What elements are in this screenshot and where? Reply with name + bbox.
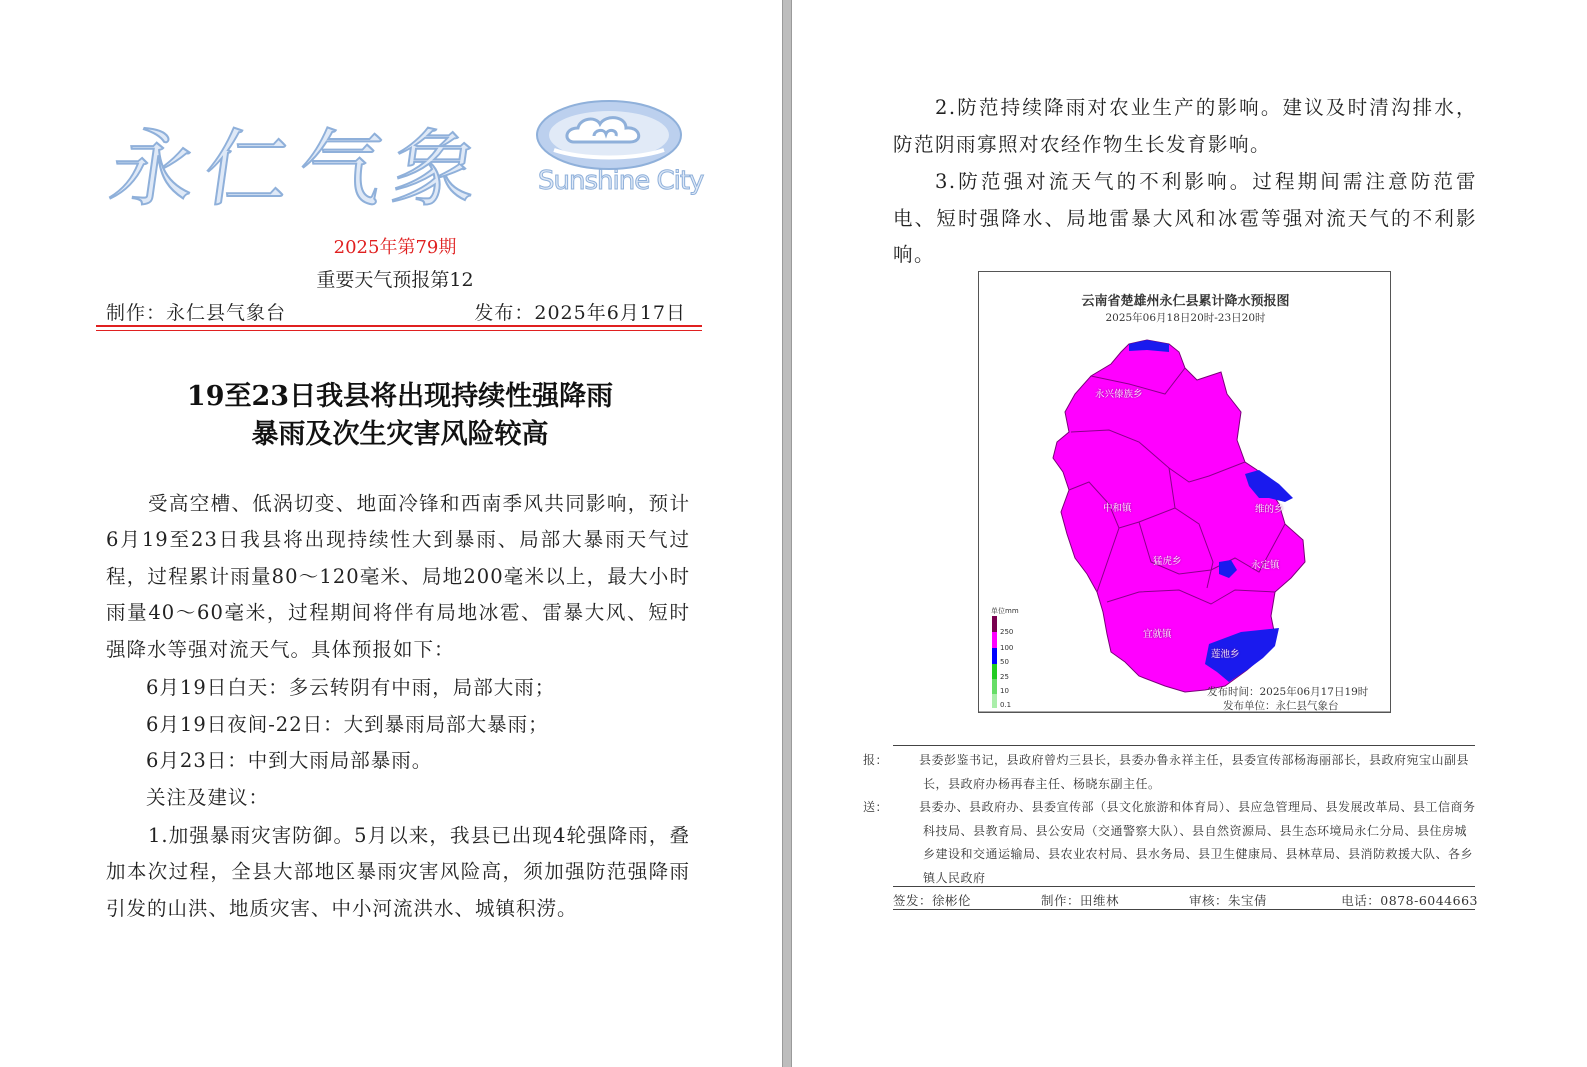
legend-swatch [992,648,997,664]
map-title: 云南省楚雄州永仁县累计降水预报图 [1081,294,1290,309]
town-label: 莲池乡 [1211,649,1240,660]
advice-3: 3.防范强对流天气的不利影响。过程期间需注意防范雷电、短时强降水、局地雷暴大风和冰雹等强对流天气的不利影响。 [893,170,1477,266]
legend-unit: 单位mm [991,607,1019,615]
forecast-day-2: 6月19日夜间-22日：大到暴雨局部大暴雨； [146,713,549,736]
page-gutter [782,0,792,1067]
legend-tick: 100 [1000,644,1014,652]
legend-swatch [992,632,997,648]
logo-caption: Sunshine City [538,166,704,196]
forecast-day-3: 6月23日：中到大雨局部暴雨。 [146,749,433,772]
masthead [104,96,708,218]
town-label: 中和镇 [1103,503,1132,514]
map-publish-unit: 发布单位：永仁县气象台 [1223,700,1339,712]
advice-1: 1.加强暴雨灾害防御。5月以来，我县已出现4轮强降雨，叠加本次过程，全县大部地区暴雨灾害风险高，须加强防范强降雨引发的山洪、地质灾害、中小河流洪水、城镇积涝。 [106,824,690,920]
precipitation-map [978,271,1391,713]
send-label: 送： [863,800,889,814]
advice-heading: 关注及建议： [146,786,270,809]
town-label: 永兴傣族乡 [1095,389,1143,400]
reviewer: 审核：朱宝倩 [1189,893,1268,908]
advice-2: 2.防范持续降雨对农业生产的影响。建议及时清沟排水，防范阴雨寡照对农经作物生长发育影响。 [893,96,1477,156]
cloud-logo-icon [534,98,684,172]
distribution-divider-top [893,745,1475,746]
signoff-divider [893,909,1475,910]
header-divider-thin [96,330,702,331]
distribution-report [863,749,1478,796]
headline-line-2: 暴雨及次生灾害风险较高 [251,419,549,450]
county-map [979,272,1391,713]
legend-tick: 25 [1000,673,1009,681]
legend-swatch [992,694,997,708]
send-recipients: 县委办、县政府办、县委宣传部（县文化旅游和体育局）、县应急管理局、县发展改革局、县工信商务科技局、县教育局、县公安局（交通警察大队）、县自然资源局、县生态环境局永仁分局、县住房城乡建设和交通运输局、县农业农村局、县水务局、县卫生健康局、县林草局、县消防救援大队、各乡镇人民政府 [919,800,1476,885]
forecast-day-1: 6月19日白天：多云转阴有中雨，局部大雨； [146,676,556,699]
legend-tick: 50 [1000,658,1009,666]
town-label: 维的乡 [1255,504,1284,515]
left-page [0,0,782,1067]
issue-series: 重要天气预报第12 [316,269,474,291]
headline-line-1: 19至23日我县将出现持续性强降雨 [186,381,614,412]
maker: 制作：田维林 [1041,893,1120,908]
phone: 电话：0878-6044663 [1341,893,1478,908]
distribution-send [863,796,1478,890]
distribution-divider-bottom [893,886,1475,887]
legend-swatch [992,664,997,679]
signer: 签发：徐彬伦 [893,893,972,908]
legend-color-bar [992,616,997,708]
town-label: 宜就镇 [1143,629,1172,640]
map-publish-time: 发布时间：2025年06月17日19时 [1207,686,1369,698]
issue-number: 2025年第79期 [333,237,457,258]
issue-publish-date: 发布：2025年6月17日 [474,302,686,324]
issue-maker: 制作：永仁县气象台 [106,302,287,324]
report-recipients: 县委彭鉴书记，县政府曾灼三县长，县委办鲁永祥主任，县委宣传部杨海丽部长，县政府宛宝山副县长，县政府办杨再春主任、杨晓东副主任。 [919,753,1470,791]
map-subtitle: 2025年06月18日20时-23日20时 [1105,312,1266,324]
legend-swatch [992,616,997,632]
town-label: 永定镇 [1251,560,1280,571]
town-label: 猛虎乡 [1153,556,1182,567]
header-divider [96,325,702,327]
report-label: 报： [863,753,889,767]
legend-swatch [992,679,997,694]
intro-paragraph: 受高空槽、低涡切变、地面冷锋和西南季风共同影响，预计6月19至23日我县将出现持续性大到暴雨、局部大暴雨天气过程，过程累计雨量80～120毫米、局地200毫米以上，最大小时雨量40～60毫米，过程期间将伴有局地冰雹、雷暴大风、短时强降水等强对流天气。具体预报如下： [106,492,690,661]
legend-tick: 10 [1000,687,1009,695]
legend-tick: 0.1 [1000,701,1012,709]
masthead-title: 永仁气象 [104,120,494,218]
legend-tick: 250 [1000,628,1014,636]
